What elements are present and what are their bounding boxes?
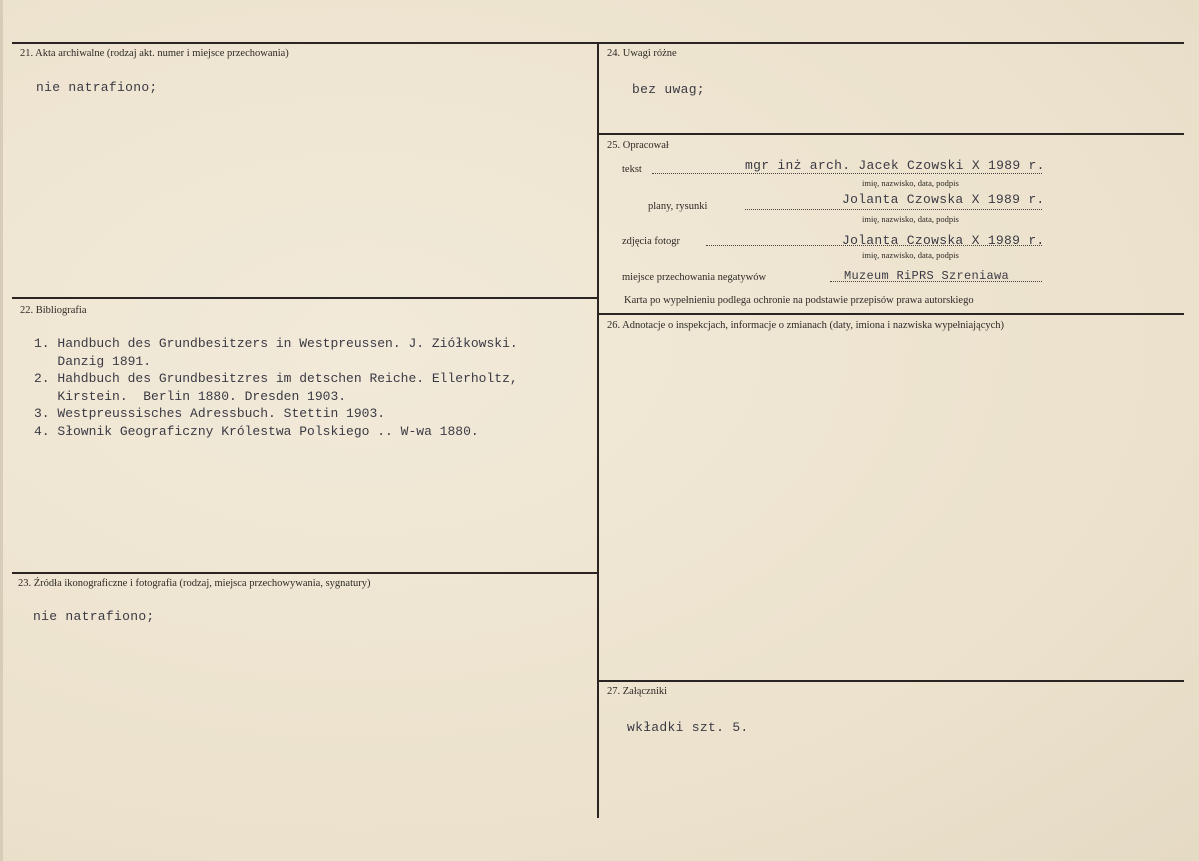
section-23-value: nie natrafiono; [33, 609, 155, 624]
section-21-label: 21. Akta archiwalne (rodzaj akt. numer i miejsce przechowania) [20, 48, 289, 59]
card-edge [0, 0, 3, 861]
plany-dotted-line [745, 209, 1042, 210]
center-divider [597, 42, 599, 818]
section-24-label: 24. Uwagi różne [607, 48, 677, 59]
copyright-note: Karta po wypełnieniu podlega ochronie na podstawie przepisów prawa autorskiego [624, 295, 974, 306]
list-item: 2. Hahdbuch des Grundbesitzres im detschen Reiche. Ellerholtz, [34, 371, 518, 386]
negatywy-value: Muzeum RiPRS Szreniawa [844, 269, 1010, 283]
bibliography-list [34, 335, 518, 440]
section-24-value: bez uwag; [632, 82, 705, 97]
plany-caption: imię, nazwisko, data, podpis [862, 214, 959, 224]
plany-label: plany, rysunki [648, 201, 708, 212]
section-23-label: 23. Źródła ikonograficzne i fotografia (rodzaj, miejsca przechowywania, sygnatury) [18, 578, 371, 589]
zdjecia-caption: imię, nazwisko, data, podpis [862, 250, 959, 260]
rule-22-23 [12, 572, 597, 574]
zdjecia-label: zdjęcia fotogr [622, 236, 681, 247]
section-25-label: 25. Opracował [607, 140, 669, 151]
tekst-dotted-line [652, 173, 1042, 174]
section-27-value: wkładki szt. 5. [627, 720, 749, 735]
list-item: 1. Handbuch des Grundbesitzers in Westpreussen. J. Ziółkowski. [34, 336, 518, 351]
list-item: 3. Westpreussisches Adressbuch. Stettin 1903. [34, 406, 386, 421]
list-item: 4. Słownik Geograficzny Królestwa Polskiego .. W-wa 1880. [34, 423, 479, 439]
list-item: Kirstein. Berlin 1880. Dresden 1903. [34, 388, 347, 404]
section-21-value: nie natrafiono; [36, 80, 158, 95]
negatywy-label: miejsce przechowania negatywów [622, 272, 767, 283]
tekst-label: tekst [622, 164, 642, 175]
section-27-label: 27. Załączniki [607, 686, 668, 697]
list-item: Danzig 1891. [34, 353, 152, 369]
section-26-label: 26. Adnotacje o inspekcjach, informacje o zmianach (daty, imiona i nazwiska wypełniających) [607, 320, 1005, 331]
rule-24-25 [599, 133, 1184, 135]
rule-26-27 [599, 680, 1184, 682]
rule-25-26 [599, 313, 1184, 315]
tekst-value: mgr inż arch. Jacek Czowski X 1989 r. [745, 158, 1045, 173]
tekst-caption: imię, nazwisko, data, podpis [862, 178, 959, 188]
plany-value: Jolanta Czowska X 1989 r. [842, 192, 1045, 207]
zdjecia-value: Jolanta Czowska X 1989 r. [842, 233, 1045, 248]
section-22-label: 22. Bibliografia [20, 305, 87, 316]
rule-21-22 [12, 297, 597, 299]
